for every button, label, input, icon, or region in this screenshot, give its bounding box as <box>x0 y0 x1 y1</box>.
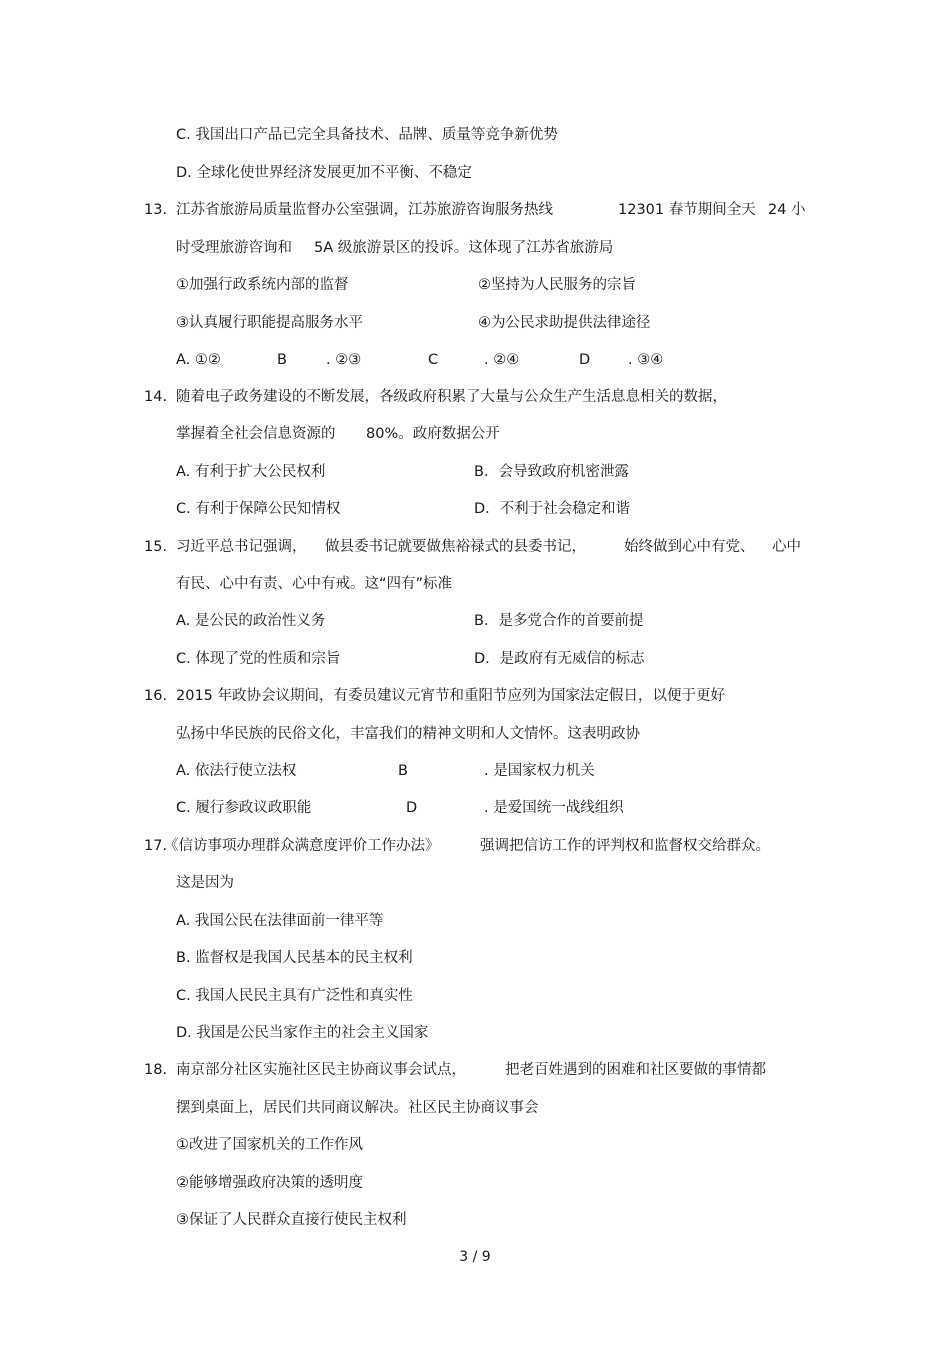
q13-option-a: A. ①② <box>176 352 221 368</box>
q16-option-d-letter: D <box>406 800 418 816</box>
q13-stem-line1-c: 24 小 <box>768 202 806 218</box>
q15-stem-line1-b: 做县委书记就要做焦裕禄式的县委书记， <box>325 539 586 555</box>
q14-stem-line2-b: 80%。政府数据公开 <box>366 426 500 442</box>
q18-item-3: ③保证了人民群众直接行使民主权利 <box>176 1212 407 1228</box>
q14-option-c: C. 有利于保障公民知情权 <box>176 501 341 517</box>
q13-option-b-letter: B <box>277 352 287 368</box>
q15-stem-line2: 有民、心中有责、心中有戒。这“四有”标准 <box>176 576 453 592</box>
q16-stem-line2: 弘扬中华民族的民俗文化，丰富我们的精神文明和人文情怀。这表明政协 <box>176 726 640 742</box>
q12-option-d: D. 全球化使世界经济发展更加不平衡、不稳定 <box>176 165 472 181</box>
q14-stem-line2-a: 掌握着全社会信息资源的 <box>176 426 336 442</box>
q15-stem-line1-a: 习近平总书记强调， <box>176 539 307 555</box>
q13-stem-line2-a: 时受理旅游咨询和 <box>176 240 292 256</box>
q14-option-b: B．会导致政府机密泄露 <box>474 464 629 480</box>
q15-option-a: A. 是公民的政治性义务 <box>176 613 326 629</box>
q13-item-3: ③认真履行职能提高服务水平 <box>176 315 363 331</box>
q13-stem-line2-b: 5A 级旅游景区的投诉。这体现了江苏省旅游局 <box>314 240 614 256</box>
q17-option-d: D. 我国是公民当家作主的社会主义国家 <box>176 1025 429 1041</box>
q12-option-c: C. 我国出口产品已完全具备技术、品牌、质量等竞争新优势 <box>176 127 558 143</box>
q15-stem-line1-c: 始终做到心中有党、 <box>624 539 755 555</box>
q15-option-d: D．是政府有无威信的标志 <box>474 651 645 667</box>
q16-option-a: A. 依法行使立法权 <box>176 763 297 779</box>
q15-option-b: B．是多党合作的首要前提 <box>474 613 644 629</box>
q17-option-a: A. 我国公民在法律面前一律平等 <box>176 913 384 929</box>
q13-option-c-letter: C <box>428 352 439 368</box>
q17-stem-line2: 这是因为 <box>176 875 234 891</box>
q14-option-d: D．不利于社会稳定和谐 <box>474 501 631 517</box>
q17-option-c: C. 我国人民民主具有广泛性和真实性 <box>176 988 413 1004</box>
q16-option-d-text: . 是爱国统一战线组织 <box>484 800 624 816</box>
q18-item-1: ①改进了国家机关的工作作风 <box>176 1137 363 1153</box>
q16-option-b-text: . 是国家权力机关 <box>484 763 595 779</box>
q13-option-b-text: . ②③ <box>326 352 362 368</box>
q13-item-2: ②坚持为人民服务的宗旨 <box>478 277 636 293</box>
q16-stem-line1: 2015 年政协会议期间，有委员建议元宵节和重阳节应列为国家法定假日，以便于更好 <box>176 688 726 704</box>
q13-stem-line1-a: 江苏省旅游局质量监督办公室强调，江苏旅游咨询服务热线 <box>176 202 553 218</box>
q13-option-d-text: . ③④ <box>628 352 664 368</box>
q13-option-c-text: . ②④ <box>484 352 520 368</box>
q15-number: 15. <box>144 539 168 555</box>
q14-option-a: A. 有利于扩大公民权利 <box>176 464 326 480</box>
q18-stem-line1-b: 把老百姓遇到的困难和社区要做的事情都 <box>505 1062 766 1078</box>
q17-stem-line1-b: 强调把信访工作的评判权和监督权交给群众。 <box>480 838 770 854</box>
q13-stem-line1-b: 12301 春节期间全天 <box>618 202 756 218</box>
q14-number: 14. <box>144 389 168 405</box>
q18-item-2: ②能够增强政府决策的透明度 <box>176 1175 363 1191</box>
q17-option-b: B. 监督权是我国人民基本的民主权利 <box>176 950 413 966</box>
q13-item-1: ①加强行政系统内部的监督 <box>176 277 349 293</box>
q14-stem-line1: 随着电子政务建设的不断发展，各级政府积累了大量与公众生产生活息息相关的数据， <box>176 389 727 405</box>
q18-number: 18. <box>144 1062 168 1078</box>
q17-stem-line1-a: 《信访事项办理群众满意度评价工作办法》 <box>164 838 440 854</box>
q15-option-c: C. 体现了党的性质和宗旨 <box>176 651 341 667</box>
q18-stem-line1-a: 南京部分社区实施社区民主协商议事会试点， <box>176 1062 466 1078</box>
q13-item-4: ④为公民求助提供法律途径 <box>478 315 651 331</box>
q18-stem-line2: 摆到桌面上，居民们共同商议解决。社区民主协商议事会 <box>176 1100 539 1116</box>
page-number: 3 / 9 <box>459 1249 491 1265</box>
q13-option-d-letter: D <box>579 352 591 368</box>
q17-number: 17. <box>144 838 168 854</box>
q16-option-b-letter: B <box>398 763 408 779</box>
q16-number: 16. <box>144 688 168 704</box>
q15-stem-line1-d: 心中 <box>772 539 801 555</box>
q13-number: 13. <box>144 202 168 218</box>
q16-option-c: C. 履行参政议政职能 <box>176 800 312 816</box>
